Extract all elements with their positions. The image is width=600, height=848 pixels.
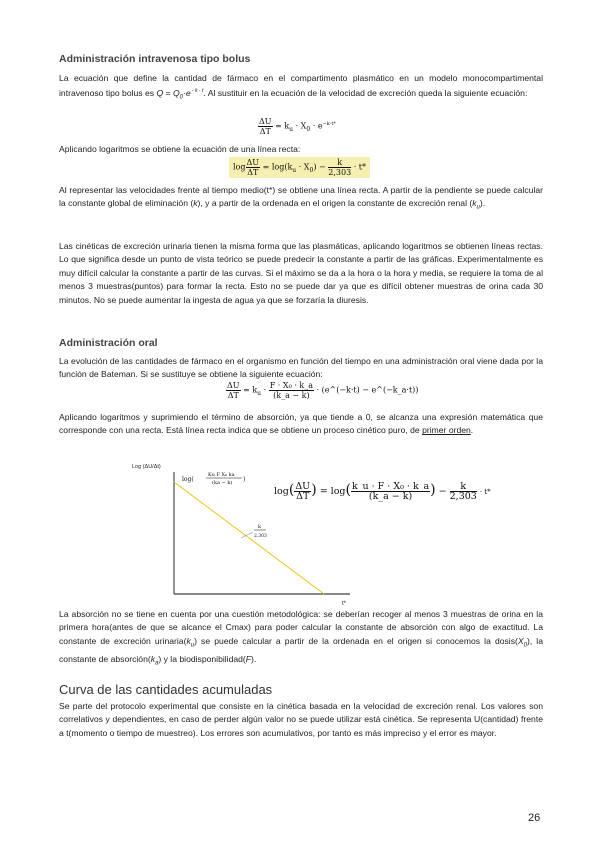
paragraph-bateman: La evolución de las cantidades de fármaco en el organismo en función del tiempo en una administración oral viene dada por la función de Bateman. Si se sustituye se obtiene la siguiente ecuación: (59, 356, 543, 380)
paragraph-apply-logs: Aplicando logaritmos se obtiene la ecuación de una línea recta: (59, 144, 301, 154)
section-title-oral: Administración oral (59, 337, 158, 349)
graph-intercept-log: log( (182, 476, 194, 483)
paragraph-absorption-note: La absorción no se tiene en cuenta por una cuestión metodológica: se deberían recoger al menos 3 muestras de orina en la primera hora(antes de que se alcance el Cmax) para poder calcular la constante de absorción con algo de exactitud. La constante de excreción $urinaria(k_u)$ se puede calcular a partir de la ordenada en el origen si conocemos la $dosis(X_0)$, la constante de $absorción(k_a)$ y la biodisponibilidad(F). (59, 609, 543, 667)
graph-slope-num: k (258, 524, 262, 530)
graph-y-axis-label: Log (ΔU/Δt) (132, 464, 161, 470)
graph-intercept-close: ) (243, 476, 246, 483)
section-title-cumulative: Curva de las cantidades acumuladas (59, 682, 273, 697)
paragraph-iv-intro: La ecuación que define la cantidad de fármaco en el compartimento plasmático en un modelo monocompartimental intravenoso tipo bolus es $Q = Q_0\cdot e$ $^{- k \cdot t}$. Al sustituir en la ecuación de la velocidad de excreción queda la siguiente ecuación: (59, 73, 543, 101)
section-title-iv-bolus: Administración intravenosa tipo bolus (59, 53, 251, 65)
paragraph-first-order: Aplicando logaritmos y suprimiendo el término de absorción, ya que tiende a 0, se alcanza una expresión matemática que corresponde con una recta. Está línea recta indica que se obtiene un proceso cinético puro, de primer orden. (59, 412, 543, 436)
graph-intercept-den: (ka − k) (212, 480, 233, 486)
page-number: 26 (528, 812, 541, 824)
formula-q: $Q = Q_0\cdot e$ $^{- k \cdot t}$ (156, 88, 204, 101)
equation-oral-excretion: $\frac{\Delta U}{\Delta T}$ = $k_u$ · $\frac{\text{F · X₀ · k\_a}}{(k\_a - k)}$ · (e^(−k·t) − e^(−k_a·t)) (227, 381, 419, 400)
equation-log-line: log $\frac{\Delta U}{\Delta T}$ = $\log(k_u \cdot X_0)$ − $\frac{k}{2,303}$ · t* (229, 157, 370, 178)
paragraph-urinary-kinetics: Las cinéticas de excreción urinaria tienen la misma forma que las plasmáticas, aplicando logaritmos se obtienen líneas rectas. Lo que significa desde un punto de vista teórico se puede predecir la constante a partir de las gráficas. Experimentalmente es muy difícil calcular la constante a partir de las curvas. Si el máximo se da a la hora o la hora y media, se requiere la toma de al menos 3 muestras(puntos) para formar la recta. Esto no se puede dar ya que es difícil obtener muestras de orina cada 30 minutos. No se puede aumentar la ingesta de agua ya que se forzaría la diuresis. (59, 241, 543, 305)
graph-slope-den: 2,303 (254, 534, 267, 539)
equation-oral-log-line: log( $\frac{\Delta U}{\Delta T}$ ) = log( $\frac{\text{k\_u · F · X₀ · k\_a}}{(k\_a - k)}$ ) − $\frac{k}{2,303}$ · t* (274, 481, 491, 502)
paragraph-cumulative: Se parte del protocolo experimental que consiste en la cinética basada en la velocidad de excreción renal. Los valores son correlativos y dependientes, en caso de perder algún valor no se puede utilizar está cinética. Se representa U(cantidad) frente a t(momento o tiempo de muestreo). Los errores son acumulativos, por tanto es más impreciso y el error es mayor. (59, 701, 543, 738)
graph-intercept-num: Ku F X₀ ka (208, 472, 235, 478)
paragraph-slope-intercept: Al representar las velocidades frente al tiempo medio(t*) se obtiene una línea recta. A partir de la pendiente se puede calcular la constante global de eliminación (k), y a partir de la ordenada en el origen la constante de excreción renal $(k_u)$. (59, 185, 543, 212)
graph-x-axis-label: t* (342, 601, 347, 607)
first-order-link[interactable]: primer orden (422, 425, 471, 436)
equation-excretion-rate: $\frac{\Delta U}{\Delta T}$ = $k_u \cdot X_0 \cdot e^{-k\cdot t*}$ (259, 117, 336, 136)
